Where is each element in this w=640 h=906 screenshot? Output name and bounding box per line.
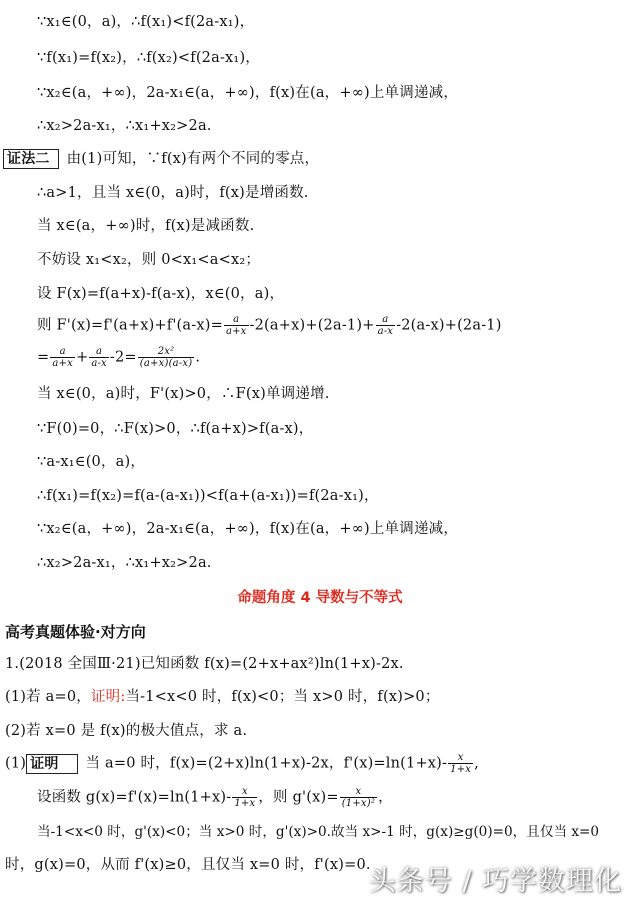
prove-keyword: 证明:	[90, 689, 126, 705]
text-line: 当 x∈(a，+∞)时，f(x)是减函数.	[37, 218, 255, 234]
denominator: 1+x	[450, 764, 472, 775]
fraction	[224, 314, 249, 337]
text-run: -2(a-x)+(2a-1)	[396, 317, 502, 334]
numerator: x	[448, 752, 473, 764]
watermark: 头条号 / 巧学数理化	[368, 866, 622, 897]
text-line: 设 F(x)=f(a+x)-f(a-x)，x∈(0，a)，	[37, 286, 285, 302]
text-run: .	[195, 349, 201, 366]
text-line: ∵x₂∈(a，+∞)，2a-x₁∈(a，+∞)，f(x)在(a，+∞)上单调递减，	[37, 85, 459, 101]
proof-label-box: 证明	[26, 754, 77, 774]
denominator: a+x	[225, 326, 247, 337]
text-run: 则 F'(x)=f'(a+x)+f'(a-x)=	[37, 317, 223, 334]
text-line: ∵f(x₁)=f(x₂)，∴f(x₂)<f(2a-x₁)，	[37, 50, 261, 66]
fraction	[50, 346, 75, 369]
denominator: a-x	[377, 326, 394, 337]
text-line: 时，g(x)=0，从而 f'(x)≥0，且仅当 x=0 时，f'(x)=0.	[5, 857, 371, 873]
question-line: 1.(2018 全国Ⅲ·21)已知函数 f(x)=(2+x+ax²)ln(1+x)-2x.	[5, 656, 404, 672]
text-line: 当-1<x<0 时，g'(x)<0；当 x>0 时，g'(x)>0.故当 x>-1 时，g(x)≥g(0)=0，且仅当 x=0	[37, 824, 600, 840]
text-run: (1)	[5, 755, 27, 772]
fraction	[376, 314, 396, 337]
formula-line	[37, 314, 502, 337]
text-run: 由(1)可知，∵f(x)有两个不同的零点，	[66, 151, 320, 167]
text-run: (1)若 a=0，	[5, 689, 91, 705]
fraction	[340, 786, 377, 809]
text-line: ∵F(0)=0，∴F(x)>0，∴f(a+x)>f(a-x)，	[37, 421, 314, 437]
numerator: a	[376, 314, 396, 326]
text-line: ∵a-x₁∈(0，a)，	[37, 454, 146, 470]
denominator: a+x	[52, 358, 73, 369]
text-line: ∵x₁∈(0，a)，∴f(x₁)<f(2a-x₁)，	[37, 14, 255, 30]
numerator: x	[232, 786, 257, 798]
text-line: ∴f(x₁)=f(x₂)=f(a-(a-x₁))<f(a+(a-x₁))=f(2a-x₁)，	[37, 488, 379, 504]
numerator: 2x²	[138, 346, 195, 358]
text-run: +	[75, 349, 89, 366]
fraction	[138, 346, 195, 369]
text-run: =	[37, 349, 50, 366]
text-line: ∴a>1，且当 x∈(0，a)时，f(x)是增函数.	[37, 185, 309, 201]
numerator: a	[89, 346, 109, 358]
text-run: ，则 g'(x)=	[258, 789, 339, 806]
text-run: ,	[474, 755, 479, 772]
topic-title: 命题角度 4 导数与不等式	[237, 590, 403, 606]
text-run: -2(a+x)+(2a-1)+	[249, 317, 375, 334]
fraction	[232, 786, 257, 809]
denominator: (a+x)(a-x)	[139, 358, 193, 369]
fraction	[89, 346, 109, 369]
formula-line	[37, 346, 200, 369]
text-run: -2=	[109, 349, 137, 366]
solution-line	[5, 752, 479, 775]
formula-line	[37, 786, 393, 809]
proof-label-box: 证法二	[3, 149, 59, 169]
text-run: 当 a=0 时，f(x)=(2+x)ln(1+x)-2x，f'(x)=ln(1+x)-	[85, 755, 448, 772]
text-run: 当-1<x<0 时，f(x)<0；当 x>0 时，f(x)>0；	[125, 689, 440, 705]
section-title: 高考真题体验·对方向	[5, 623, 146, 641]
text-line: 当 x∈(0，a)时，F'(x)>0，∴F(x)单调递增.	[37, 386, 330, 402]
text-line: ∴x₂>2a-x₁，∴x₁+x₂>2a.	[37, 555, 212, 571]
numerator: x	[340, 786, 377, 798]
denominator: a-x	[91, 358, 107, 369]
denominator: (1+x)²	[341, 798, 376, 809]
question-part-1	[5, 687, 440, 707]
question-part-2: (2)若 x=0 是 f(x)的极大值点，求 a.	[5, 723, 248, 739]
text-line: ∴x₂>2a-x₁，∴x₁+x₂>2a.	[37, 118, 212, 134]
text-run: 设函数 g(x)=f'(x)=ln(1+x)-	[37, 789, 232, 806]
text-line: ∵x₂∈(a，+∞)，2a-x₁∈(a，+∞)，f(x)在(a，+∞)上单调递减，	[37, 521, 459, 537]
proof-method-2-line	[3, 149, 319, 169]
numerator: a	[224, 314, 249, 326]
numerator: a	[50, 346, 75, 358]
text-line: 不妨设 x₁<x₂，则 0<x₁<a<x₂；	[37, 252, 261, 268]
denominator: 1+x	[234, 798, 256, 809]
text-run: ，	[378, 789, 393, 806]
fraction	[448, 752, 473, 775]
